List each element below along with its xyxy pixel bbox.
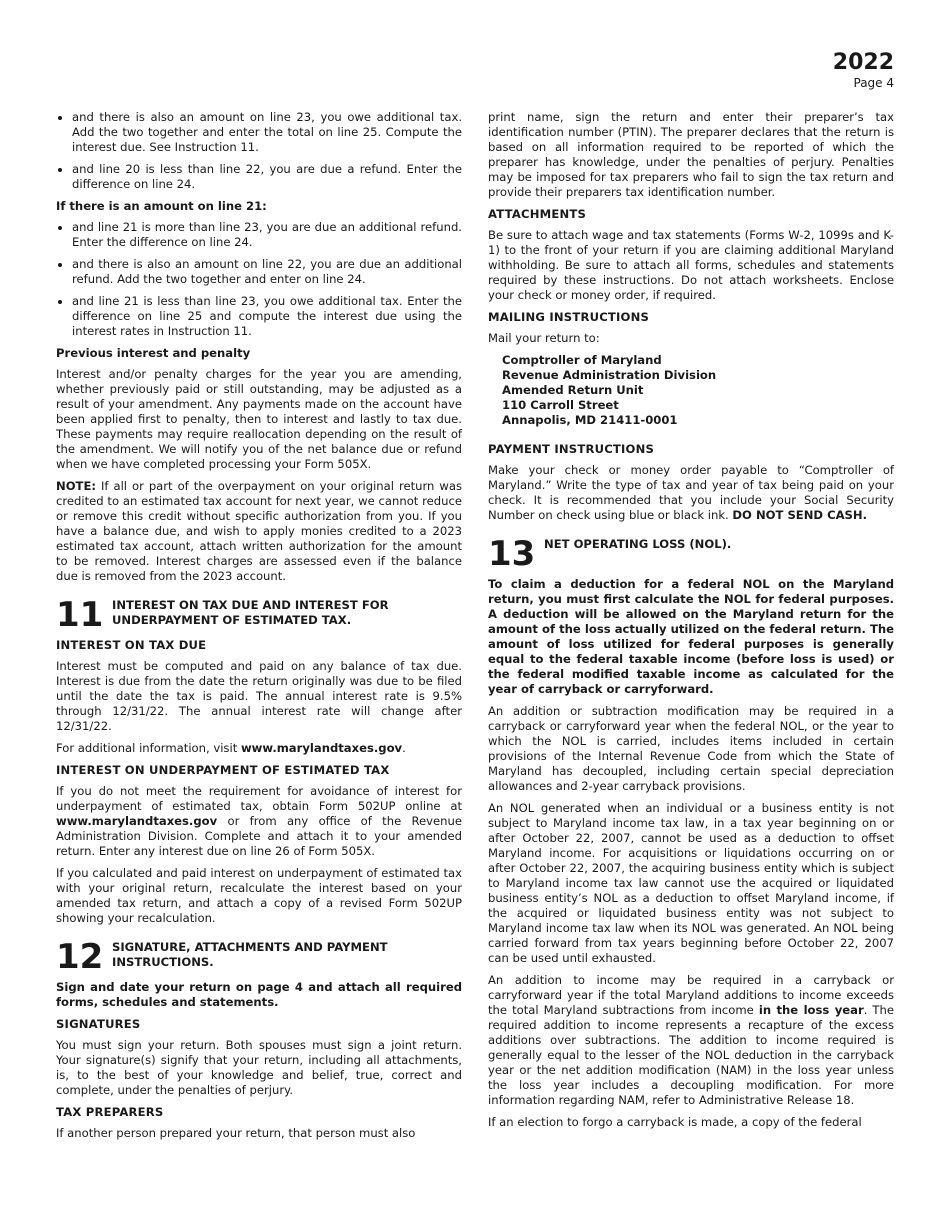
attachments-heading: ATTACHMENTS: [488, 207, 587, 221]
previous-interest-paragraph: Interest and/or penalty charges for the year you are amending, whether previously paid or still outstanding, may be adjusted as a result of your amendment. Any payments made on the account have been applied first to penalty, then to interest and lastly to tax due. These payments may require reallocation depending on the result of the amendment. We will notify you of the net balance due or refund when we have completed processing your Form 505X.: [56, 367, 462, 471]
nol-lead-paragraph: To claim a deduction for a federal NOL on the Maryland return, you must first calculate the NOL for federal purposes. A deduction will be allowed on the Maryland return for the amount of the loss actually utilized on the federal return. The amount of loss utilized for federal purposes is generally equal to the federal taxable income (before loss is used) or the federal modified taxable income as calculated for the year of carryback or carryforward.: [488, 577, 894, 696]
section-number: 12: [56, 937, 104, 977]
text-span: .: [402, 741, 406, 755]
mailing-heading: MAILING INSTRUCTIONS: [488, 310, 650, 324]
note-text: If all or part of the overpayment on your original return was credited to an estimated tax account for next year, we cannot reduce or remove this credit without specific authorization from you. If you have a balance due, and wish to apply monies credited to a 2023 estimated tax account, attach written authorization for the amount to be removed. Interest charges are assessed even if the balance due is removed from the 2023 account.: [56, 479, 462, 583]
right-column: [488, 110, 894, 1137]
list-item: • and there is also an amount on line 23, you owe additional tax. Add the two together and enter the total on line 25. Compute the interest due. See Instruction 11.: [72, 110, 462, 155]
nol-paragraph: An NOL generated when an individual or a business entity is not subject to Maryland income tax law, in a tax year beginning on or after October 22, 2007, cannot be used as a deduction to offset Maryland income. For acquisitions or liquidations occurring on or after October 22, 2007, the acquiring business entity which is subject to Maryland income tax law cannot use the acquired or liquidated business entity’s NOL as a deduction to offset Maryland income, if the acquired or liquidated business entity was not subject to Maryland income tax law when its NOL was generated. An NOL being carried forward from tax years beginning before October 22, 2007 can be used until exhausted.: [488, 801, 894, 965]
list-item: • and line 21 is more than line 23, you are due an additional refund. Enter the difference on line 24.: [72, 220, 462, 250]
bullet-list-line21: [56, 220, 462, 339]
mailing-paragraph: Mail your return to:: [488, 331, 600, 345]
signatures-heading: SIGNATURES: [56, 1017, 141, 1031]
underpayment-heading: INTEREST ON UNDERPAYMENT OF ESTIMATED TAX: [56, 763, 390, 777]
interest-on-tax-due-heading: INTEREST ON TAX DUE: [56, 638, 207, 652]
underpayment-paragraph: [56, 784, 462, 859]
signatures-paragraph: You must sign your return. Both spouses must sign a joint return. Your signature(s) signify that your return, including all attachments, is, to the best of your knowledge and belief, true, correct and complete, under the penalties of perjury.: [56, 1038, 462, 1097]
mailing-address: [502, 353, 894, 428]
attachments-paragraph: Be sure to attach wage and tax statements (Forms W-2, 1099s and K-1) to the front of your return if you are claiming additional Maryland withholding. Be sure to attach all forms, schedules and statements required by these instructions. Do not attach worksheets. Enclose your check or money order, if required.: [488, 228, 894, 302]
do-not-send-cash: DO NOT SEND CASH.: [732, 508, 868, 522]
section-11-header: [56, 595, 462, 635]
address-line: Comptroller of Maryland: [502, 353, 662, 367]
text-span: . The required addition to income represents a recapture of the excess additions over subtractions. The addition to income required is generally equal to the lesser of the NOL deduction in the carryback year or the net addition modification (NAM) in the loss year unless the loss year includes a decoupling modification. For more information regarding NAM, refer to Administrative Release 18.: [488, 1003, 894, 1107]
sign-lead-paragraph: Sign and date your return on page 4 and attach all required forms, schedules and statements.: [56, 980, 462, 1009]
recalculate-paragraph: If you calculated and paid interest on underpayment of estimated tax with your original return, recalculate the interest based on your amended tax return, and attach a copy of a revised Form 502UP showing your recalculation.: [56, 866, 462, 925]
note-paragraph: [56, 479, 462, 584]
address-line: Revenue Administration Division: [502, 368, 717, 382]
tax-preparers-heading: TAX PREPARERS: [56, 1105, 164, 1119]
text-span: For additional information, visit: [56, 741, 241, 755]
tax-preparers-paragraph-cont: print name, sign the return and enter their preparer’s tax identification number (PTIN). The preparer declares that the return is based on all information required to be reported of which the preparer has knowledge, under the penalties of perjury. Penalties may be imposed for tax preparers who fail to sign the tax return and provide their preparers tax identification number.: [488, 110, 894, 199]
text-span: If you do not meet the requirement for avoidance of interest for underpayment of estimated tax, obtain Form 502UP online at: [56, 784, 462, 813]
address-line: Annapolis, MD 21411-0001: [502, 413, 678, 427]
payment-heading: PAYMENT INSTRUCTIONS: [488, 442, 655, 456]
additional-info-paragraph: [56, 741, 462, 756]
bullet-list-line20: [56, 110, 462, 192]
tax-preparers-paragraph-start: If another person prepared your return, that person must also: [56, 1126, 416, 1140]
nol-paragraph: [488, 973, 894, 1108]
section-title: SIGNATURE, ATTACHMENTS AND PAYMENT INSTRUCTIONS.: [112, 940, 388, 969]
note-label: NOTE:: [56, 479, 97, 493]
section-title: INTEREST ON TAX DUE AND INTEREST FOR UNDERPAYMENT OF ESTIMATED TAX.: [112, 598, 389, 627]
address-line: Amended Return Unit: [502, 383, 644, 397]
text-span: Make your check or money order payable to “Comptroller of Maryland.” Write the type of tax and year of tax being paid on your check. It is recommended that you include your Social Security Number on check using blue or black ink.: [488, 463, 894, 522]
section-12-header: [56, 937, 462, 977]
interest-paragraph: Interest must be computed and paid on any balance of tax due. Interest is due from the date the return originally was due to be filed until the date the tax is paid. The annual interest rate is 9.5% through 12/31/22. The annual interest rate will change after 12/31/22.: [56, 659, 462, 733]
loss-year-emphasis: in the loss year: [758, 1003, 864, 1017]
page-header: [833, 50, 894, 90]
text-span: An addition to income may be required in a carryback or carryforward year if the total Maryland additions to income exceeds the total Maryland subtractions from income: [488, 973, 894, 1017]
tax-year: 2022: [832, 50, 894, 75]
list-item: • and line 21 is less than line 23, you owe additional tax. Enter the difference on line 25 and compute the interest due using the interest rates in Instruction 11.: [72, 294, 462, 339]
section-title: NET OPERATING LOSS (NOL).: [544, 537, 732, 551]
list-item: • and there is also an amount on line 22, you are due an additional refund. Add the two together and enter on line 24.: [72, 257, 462, 287]
section-13-header: [488, 534, 894, 574]
section-number: 13: [488, 534, 536, 574]
website-link[interactable]: www.marylandtaxes.gov: [240, 741, 403, 755]
page-number: Page 4: [853, 76, 894, 90]
section-number: 11: [56, 595, 104, 635]
nol-paragraph-end: If an election to forgo a carryback is made, a copy of the federal: [488, 1115, 862, 1129]
list-item: • and line 20 is less than line 22, you are due a refund. Enter the difference on line 24.: [72, 162, 462, 192]
line21-heading: If there is an amount on line 21:: [56, 199, 267, 213]
previous-interest-heading: Previous interest and penalty: [56, 346, 251, 360]
payment-paragraph: [488, 463, 894, 523]
nol-paragraph: An addition or subtraction modification may be required in a carryback or carryforward year when the federal NOL, or the year to which the NOL is carried, includes items included in certain provisions of the Internal Revenue Code from which the State of Maryland has decoupled, including certain special depreciation allowances and 2-year carryback provisions.: [488, 704, 894, 793]
website-link[interactable]: www.marylandtaxes.gov: [56, 814, 218, 828]
address-line: 110 Carroll Street: [502, 398, 619, 412]
left-column: [56, 110, 462, 1148]
text-span: or from any office of the Revenue Administration Division. Complete and attach it to your amended return. Enter any interest due on line 26 of Form 505X.: [56, 814, 462, 858]
